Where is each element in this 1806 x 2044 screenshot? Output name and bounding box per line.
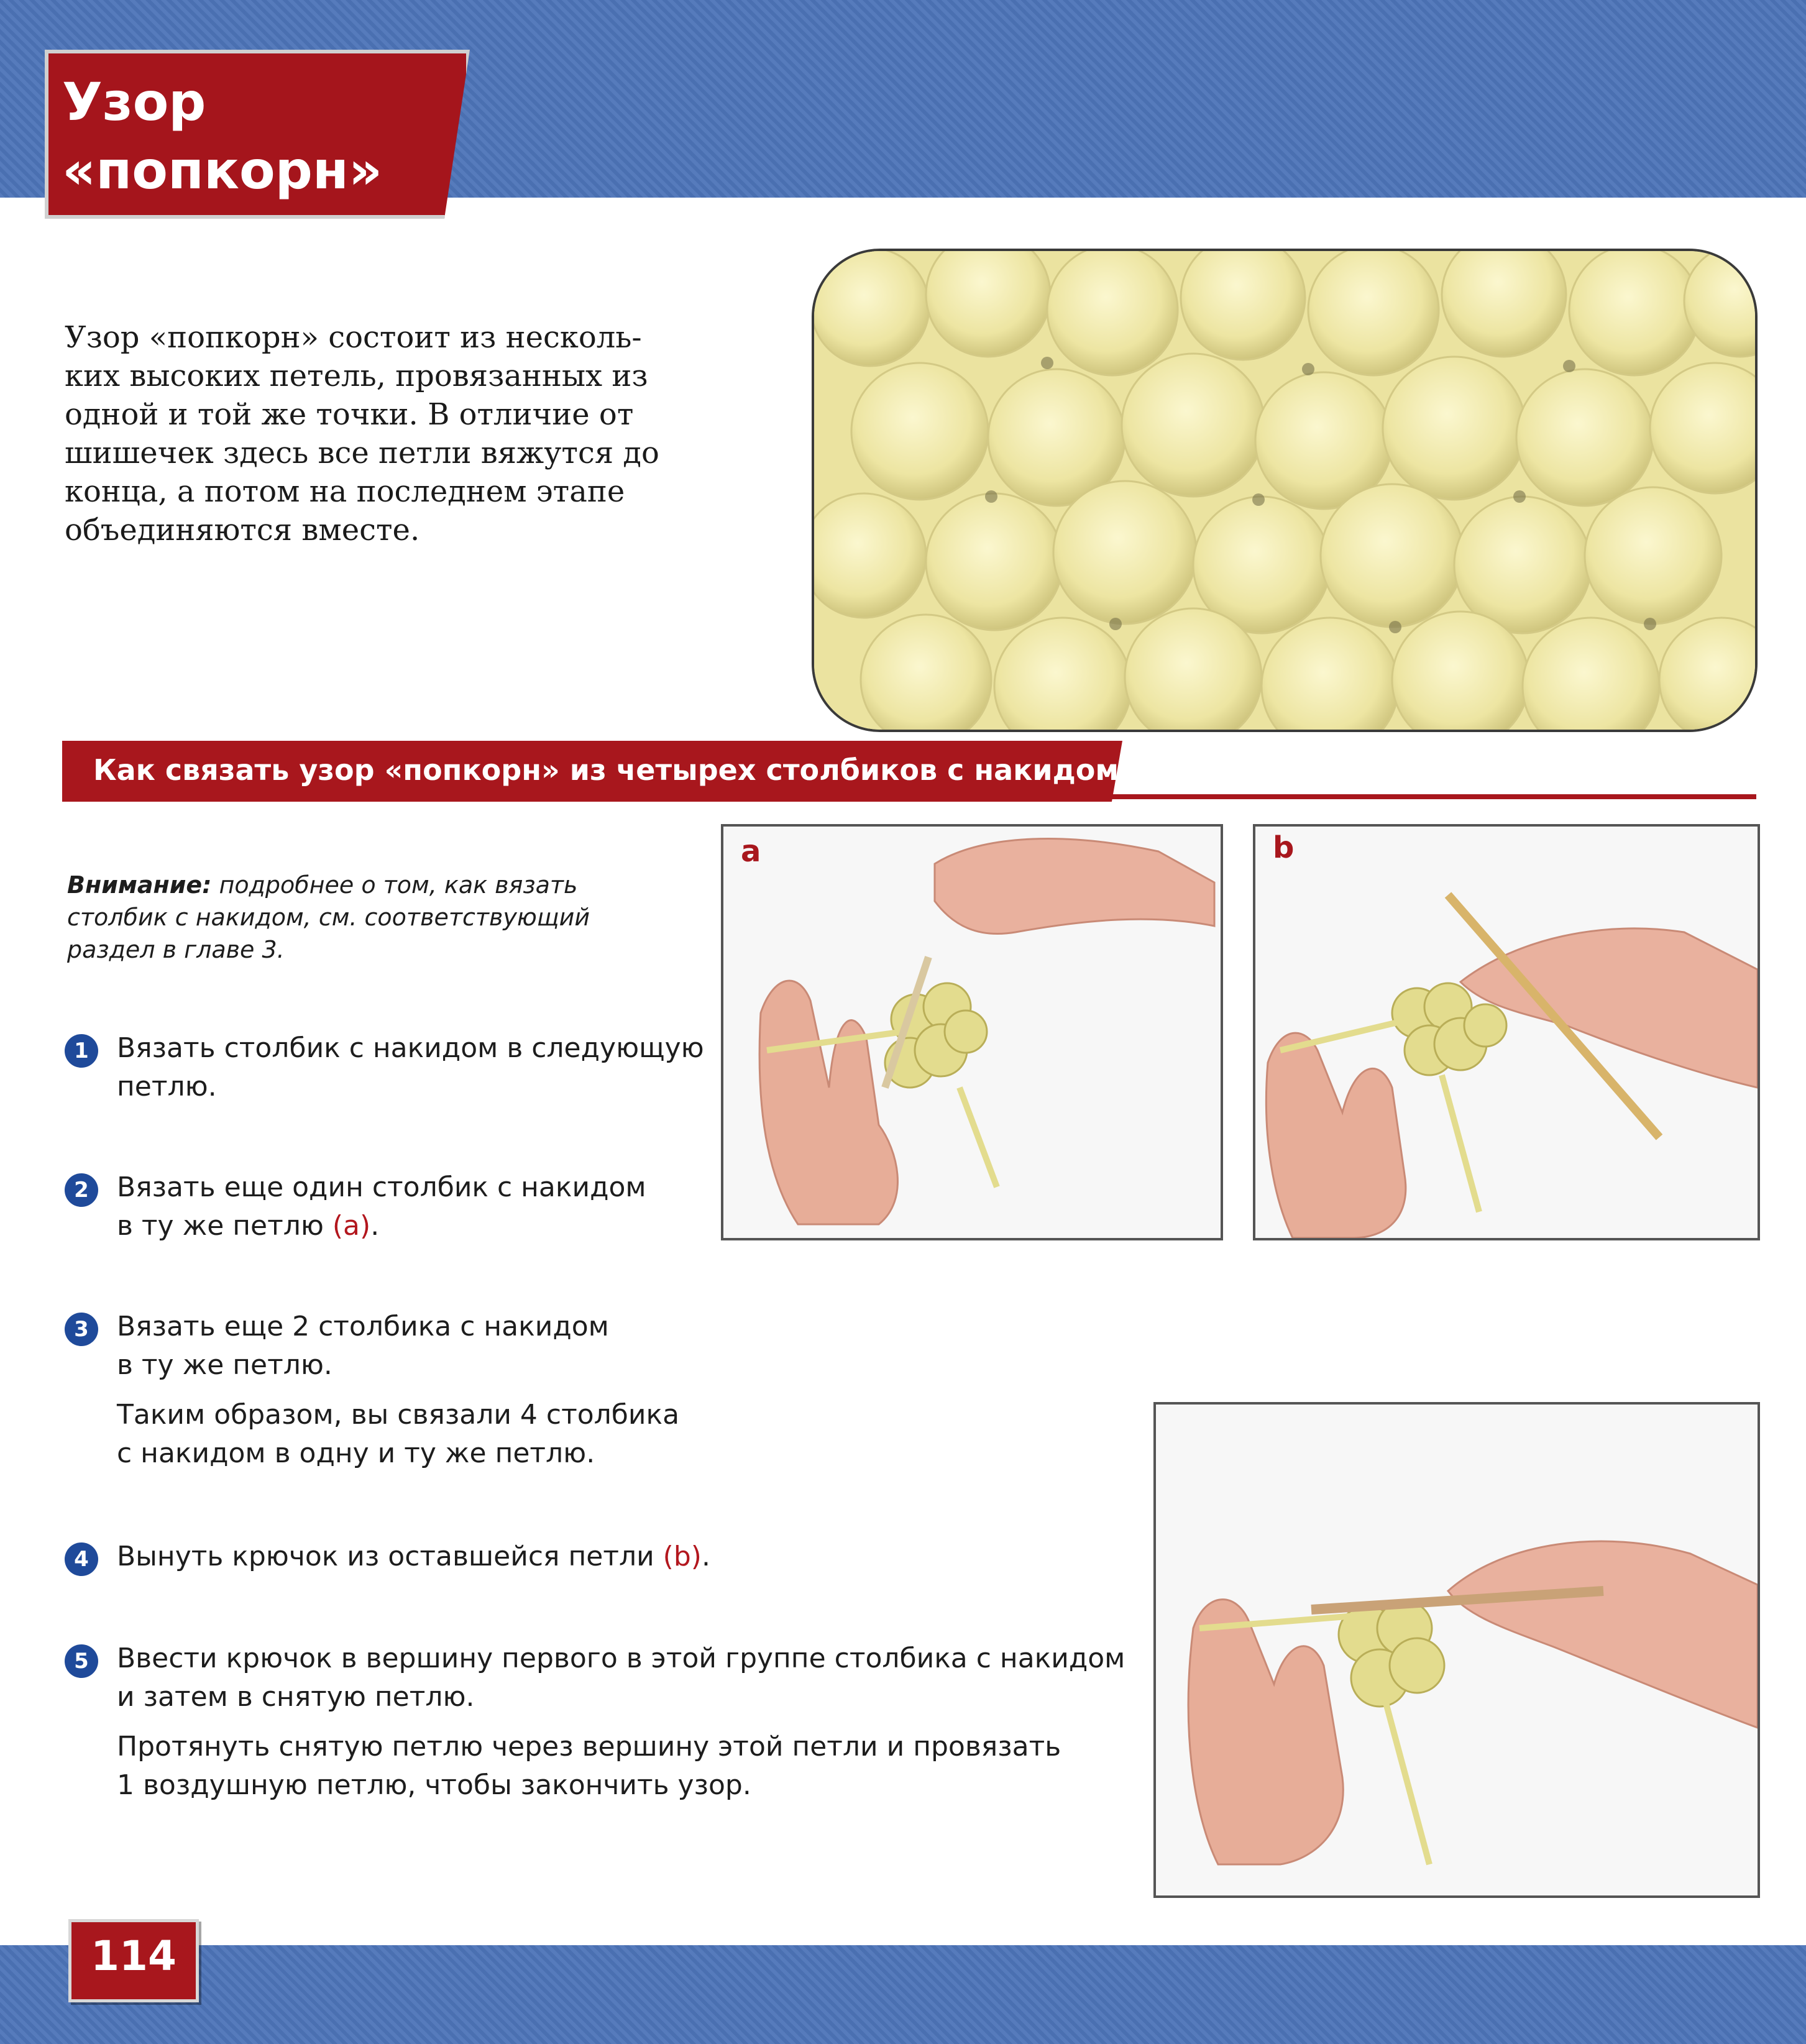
step-text [117,1639,1125,1716]
bottom-blue-band [0,1945,1806,2044]
step-line: петлю. [117,1071,217,1102]
intro-line: одной и той же точки. В отличие от [65,397,634,432]
note-line-3: раздел в главе 3. [67,936,285,963]
photo-b [1253,824,1760,1240]
swatch-texture [814,251,1755,730]
step-line: в ту же петлю. [117,1349,332,1381]
photo-label-a: a [741,834,761,869]
step-text [117,1308,609,1385]
hands-crochet-illustration-b [1255,827,1758,1238]
step-number-badge: 3 [65,1313,98,1346]
step-line: Ввести крючок в вершину первого в этой группе столбика с накидом [117,1643,1125,1674]
step-line: в ту же петлю [117,1210,332,1242]
intro-paragraph [65,318,810,549]
photo-a [721,824,1223,1240]
step-3-extra [117,1396,679,1473]
intro-line: конца, а потом на последнем этапе [65,474,625,509]
step-line-with-ref [117,1207,646,1245]
section-title: Как связать узор «попкорн» из четырех столбиков с накидом [93,753,1119,787]
intro-line: ких высоких петель, провязанных из [65,359,648,393]
attention-note [67,869,713,966]
step-line: Вынуть крючок из оставшейся петли [117,1541,663,1572]
step-extra-line: Протянуть снятую петлю через вершину этой петли и провязать [117,1731,1061,1762]
step-line: и затем в снятую петлю. [117,1681,475,1713]
photo-c [1153,1402,1760,1898]
step-line-end: . [701,1541,710,1572]
page-number: 114 [91,1932,176,1980]
intro-line: объединяются вместе. [65,513,420,548]
step-extra-line: Таким образом, вы связали 4 столбика [117,1399,680,1431]
section-rule [1106,794,1756,799]
note-text: подробнее о том, как вязать [211,871,578,899]
step-line: Вязать еще один столбик с накидом [117,1171,646,1203]
step-line-with-ref [117,1538,710,1576]
photo-label-b: b [1273,830,1295,865]
hands-crochet-illustration-a [723,827,1221,1238]
step-text [117,1029,704,1106]
hands-crochet-illustration-c [1156,1405,1758,1895]
step-number-badge: 2 [65,1173,98,1207]
note-line-2: столбик с накидом, см. соответствующий [67,904,590,931]
photo-ref-b[interactable]: (b) [662,1541,702,1572]
step-line-end: . [370,1210,380,1242]
step-extra-line: с накидом в одну и ту же петлю. [117,1437,595,1469]
step-number-badge: 5 [65,1644,98,1678]
step-text [117,1538,710,1576]
intro-line: Узор «попкорн» состоит из несколь- [65,320,642,355]
step-extra-line: 1 воздушную петлю, чтобы закончить узор. [117,1769,751,1801]
popcorn-swatch-photo [812,249,1758,732]
step-5-extra [117,1728,1061,1805]
photo-ref-a[interactable]: (a) [332,1210,371,1242]
step-number-badge: 4 [65,1542,98,1576]
step-line: Вязать еще 2 столбика с накидом [117,1311,609,1342]
step-line: Вязать столбик с накидом в следующую [117,1032,704,1064]
step-text [117,1168,646,1245]
intro-line: шишечек здесь все петли вяжутся до [65,436,659,470]
page-title-line-2: «попкорн» [62,140,383,201]
note-line-1 [67,869,713,901]
note-label: Внимание: [67,871,212,899]
step-number-badge: 1 [65,1034,98,1068]
page-title-line-1: Узор [62,71,206,132]
